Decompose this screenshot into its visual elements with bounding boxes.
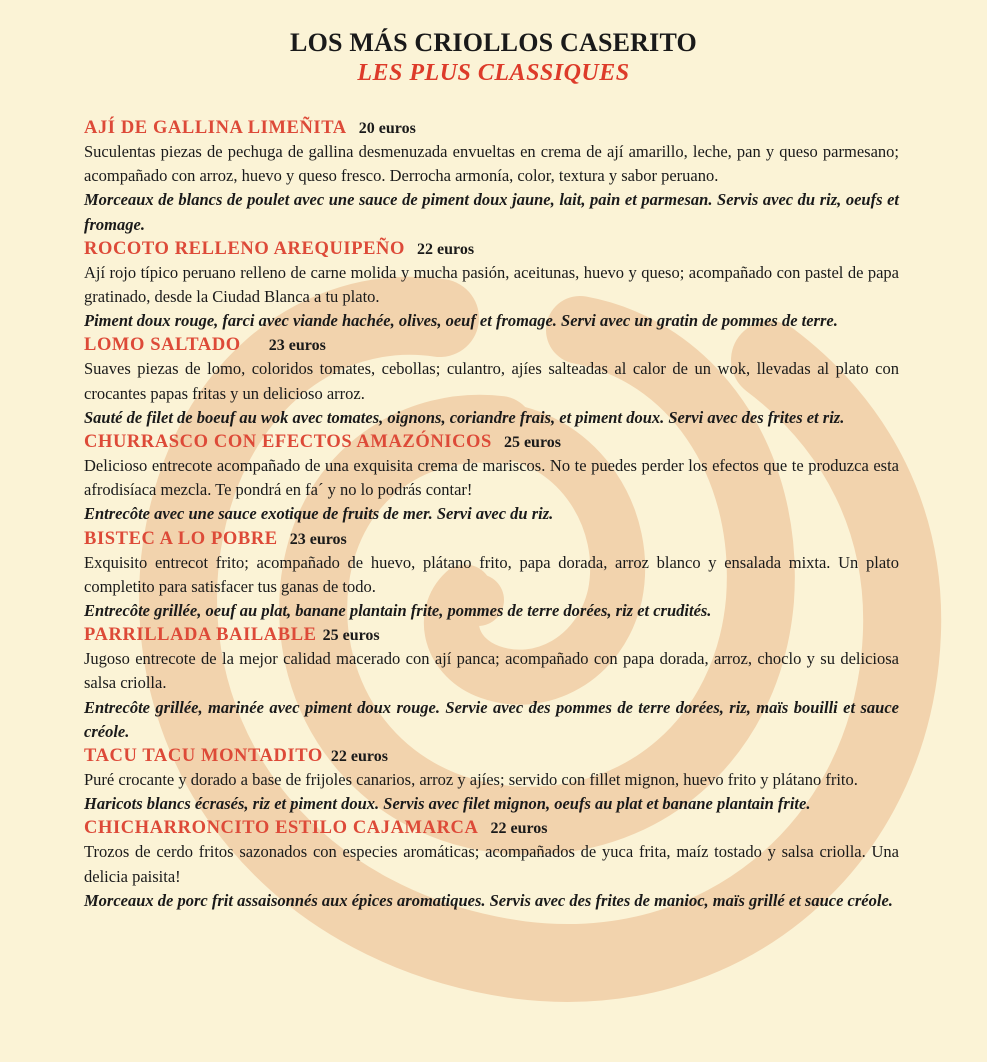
dish-price: 23 euros: [268, 337, 326, 355]
dish-description-es: Exquisito entrecot frito; acompañado de huevo, plátano frito, papa dorada, arroz blanco y ensalada mixta. Un plato completito para satisfacer tus ganas de todo.: [84, 552, 899, 596]
dish-name: TACU TACU MONTADITO: [84, 746, 323, 767]
dish-description-es: Jugoso entrecote de la mejor calidad macerado con ají panca; acompañado con papa dorada, arroz, choclo y su deliciosa salsa criolla.: [84, 649, 899, 693]
dish-header: [84, 116, 899, 140]
dish-header: [84, 527, 899, 551]
dish-description-fr: Haricots blancs écrasés, riz et piment doux. Servis avec filet mignon, oeufs au plat et banane plantain frite.: [84, 794, 811, 814]
dish-price: 25 euros: [503, 434, 561, 452]
dish-description-fr: Sauté de filet de boeuf au wok avec tomates, oignons, coriandre frais, et piment doux. Servi avec des frites et riz.: [84, 407, 845, 427]
dish-description-es: Ají rojo típico peruano relleno de carne molida y mucha pasión, aceitunas, huevo y queso; acompañado con pastel de papa gratinado, desde la Ciudad Blanca a tu plato.: [84, 262, 899, 307]
dish-name: CHICHARRONCITO ESTILO CAJAMARCA: [84, 818, 479, 839]
dish-item: [84, 527, 899, 624]
dish-name: CHURRASCO CON EFECTOS AMAZÓNICOS: [84, 432, 492, 453]
dish-item: [84, 623, 899, 744]
dish-item: [84, 744, 899, 816]
dish-description-fr: Piment doux rouge, farci avec viande hachée, olives, oeuf et fromage. Servi avec un gratin de pommes de terre.: [84, 311, 838, 331]
dish-description-es: Delicioso entrecote acompañado de una exquisita crema de mariscos. No te puedes perder los efectos que te produzca esta afrodisíaca mezcla. Te pondrá en fa´ y no lo podrás contar!: [84, 456, 899, 500]
dish-description-fr: Entrecôte grillée, marinée avec piment doux rouge. Servie avec des pommes de terre dorées, riz, maïs bouilli et sauce créole.: [84, 697, 899, 741]
dish-header: [84, 333, 899, 357]
dish-item: [84, 816, 899, 913]
dish-name: LOMO SALTADO: [84, 335, 241, 356]
dish-price: 22 euros: [490, 820, 548, 838]
dish-header: [84, 430, 899, 454]
dish-name: AJÍ DE GALLINA LIMEÑITA: [84, 118, 347, 138]
dish-description-fr: Entrecôte avec une sauce exotique de fruits de mer. Servi avec du riz.: [84, 504, 554, 524]
dish-header: [84, 816, 899, 840]
dish-header: [84, 237, 899, 261]
dish-description-es: Puré crocante y dorado a base de frijoles canarios, arroz y ajíes; servido con fillet mignon, huevo frito y plátano frito.: [84, 770, 858, 790]
dish-description-es: Trozos de cerdo fritos sazonados con especies aromáticas; acompañados de yuca frita, maíz tostado y salsa criolla. Una delicia paisita!: [84, 842, 899, 886]
page-subtitle: LES PLUS CLASSIQUES: [357, 60, 630, 86]
page-title: LOS MÁS CRIOLLOS CASERITO: [290, 28, 697, 57]
dish-header: [84, 744, 899, 768]
dish-item: [84, 333, 899, 430]
dish-price: 22 euros: [417, 240, 475, 258]
dish-description-fr: Morceaux de porc frit assaisonnés aux épices aromatiques. Servis avec des frites de manioc, maïs grillé et sauce créole.: [84, 890, 893, 910]
dish-item: [84, 430, 899, 527]
dish-price: 23 euros: [289, 530, 347, 548]
dish-price: 20 euros: [358, 120, 416, 137]
dish-price: 22 euros: [330, 748, 388, 766]
dish-name: BISTEC A LO POBRE: [84, 528, 278, 549]
dish-name: PARRILLADA BAILABLE: [84, 625, 317, 646]
dish-list: [84, 116, 899, 913]
dish-header: [84, 623, 899, 647]
dish-description-es: Suculentas piezas de pechuga de gallina desmenuzada envueltas en crema de ají amarillo, leche, pan y queso parmesano; acompañado con arroz, huevo y queso fresco. Derrocha armonía, color, textura y sabor peruano.: [84, 142, 899, 186]
dish-description-fr: Entrecôte grillée, oeuf au plat, banane plantain frite, pommes de terre dorées, riz et crudités.: [84, 601, 712, 621]
dish-description-fr: Morceaux de blancs de poulet avec une sauce de piment doux jaune, lait, pain et parmesan. Servis avec du riz, oeufs et fromage.: [84, 190, 899, 234]
dish-name: ROCOTO RELLENO AREQUIPEÑO: [84, 238, 405, 259]
dish-description-es: Suaves piezas de lomo, coloridos tomates, cebollas; culantro, ajíes salteadas al calor de un wok, llevadas al plato con crocantes papas fritas y un delicioso arroz.: [84, 359, 899, 403]
dish-price: 25 euros: [322, 627, 380, 645]
dish-item: [84, 116, 899, 237]
dish-item: [84, 237, 899, 334]
